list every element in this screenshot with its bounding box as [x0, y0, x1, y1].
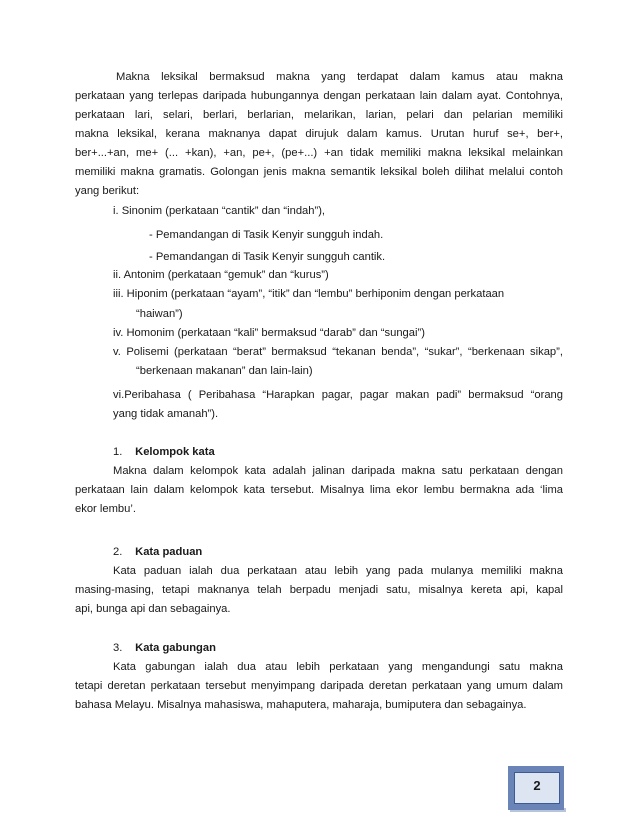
intro-line: perkataan yang terlepas daripada hubungannya dengan perkataan lain dalam ayat. Contohnya, [75, 90, 563, 102]
section-heading-kata-paduan [113, 543, 202, 562]
section-number: 1. [113, 446, 123, 458]
intro-line: memiliki makna gramatis. Golongan jenis makna semantik leksikal boleh dilihat melalui contoh [75, 166, 563, 178]
section-line: bahasa Melayu. Misalnya mahasiswa, mahaputera, maharaja, bumiputera dan sebagainya. [75, 699, 527, 711]
list-item-line: “berkenaan makanan” dan lain-lain) [136, 365, 313, 377]
section-paragraph-kata-gabungan [75, 658, 563, 715]
section-line: perkataan lain dalam kelompok kata tersebut. Misalnya lima ekor lembu bermakna ada ‘lima [75, 484, 563, 496]
list-item-line: vi.Peribahasa ( Peribahasa “Harapkan pagar, pagar makan padi” bermaksud “orang [113, 389, 563, 401]
list-subitem-sinonim-example: - Pemandangan di Tasik Kenyir sungguh cantik. [149, 251, 386, 263]
list-item-hiponim: iii. Hiponim (perkataan “ayam”, “itik” dan “lembu” berhiponim dengan perkataan [113, 288, 505, 300]
section-number: 2. [113, 546, 123, 558]
intro-line: Makna leksikal bermaksud makna yang terdapat dalam kamus atau makna [116, 71, 563, 83]
section-heading-kelompok-kata [113, 443, 215, 462]
section-line: Kata gabungan ialah dua atau lebih perkataan yang mengandungi satu makna [113, 661, 563, 673]
list-item-line: v. Polisemi (perkataan “berat” bermaksud “tekanan benda”, “sukar”, “berkenaan sikap”, [113, 346, 563, 358]
list-item-homonim: iv. Homonim (perkataan “kali” bermaksud “darab” dan “sungai”) [113, 327, 425, 339]
section-heading-kata-gabungan [113, 639, 216, 658]
section-line: api, bunga api dan sebagainya. [75, 603, 231, 615]
intro-line: ber+...+an, me+ (... +kan), +an, pe+, (pe+...) +an tidak memiliki makna leksikal melainkan [75, 147, 563, 159]
intro-line: yang berikut: [75, 185, 140, 197]
section-paragraph-kata-paduan [75, 562, 563, 619]
list-subitem-sinonim-example: - Pemandangan di Tasik Kenyir sungguh indah. [149, 229, 384, 241]
section-number: 3. [113, 642, 123, 654]
intro-paragraph [75, 68, 563, 201]
list-item-sinonim: i. Sinonim (perkataan “cantik” dan “indah”), [113, 205, 326, 217]
intro-line: perkataan lari, selari, berlari, berlarian, melarikan, larian, pelari dan pelarian memiliki [75, 109, 563, 121]
page-number-box-inner [514, 772, 560, 804]
page-number-box [508, 766, 564, 810]
list-item-polisemi [113, 343, 563, 381]
list-item-peribahasa [113, 386, 563, 424]
section-title: Kata gabungan [135, 642, 216, 654]
section-title: Kelompok kata [135, 446, 215, 458]
section-line: ekor lembu’. [75, 503, 136, 515]
section-line: tetapi deretan perkataan tersebut menyimpang daripada deretan perkataan yang umum dalam [75, 680, 563, 692]
section-line: masing-masing, tetapi maknanya telah berpadu menjadi satu, misalnya kereta api, kapal [75, 584, 563, 596]
page-number: 2 [533, 778, 541, 793]
list-item-antonim: ii. Antonim (perkataan “gemuk” dan “kurus”) [113, 269, 329, 281]
section-line: Makna dalam kelompok kata adalah jalinan daripada makna satu perkataan dengan [113, 465, 563, 477]
intro-line: makna leksikal, kerana maknanya dapat dirujuk dalam kamus. Urutan huruf se+, ber+, [75, 128, 563, 140]
section-line: Kata paduan ialah dua perkataan atau lebih yang pada mulanya memiliki makna [113, 565, 563, 577]
list-item-hiponim-continued: “haiwan”) [136, 308, 183, 320]
section-paragraph-kelompok-kata [75, 462, 563, 519]
list-item-line: yang tidak amanah”). [113, 408, 219, 420]
section-title: Kata paduan [135, 546, 203, 558]
